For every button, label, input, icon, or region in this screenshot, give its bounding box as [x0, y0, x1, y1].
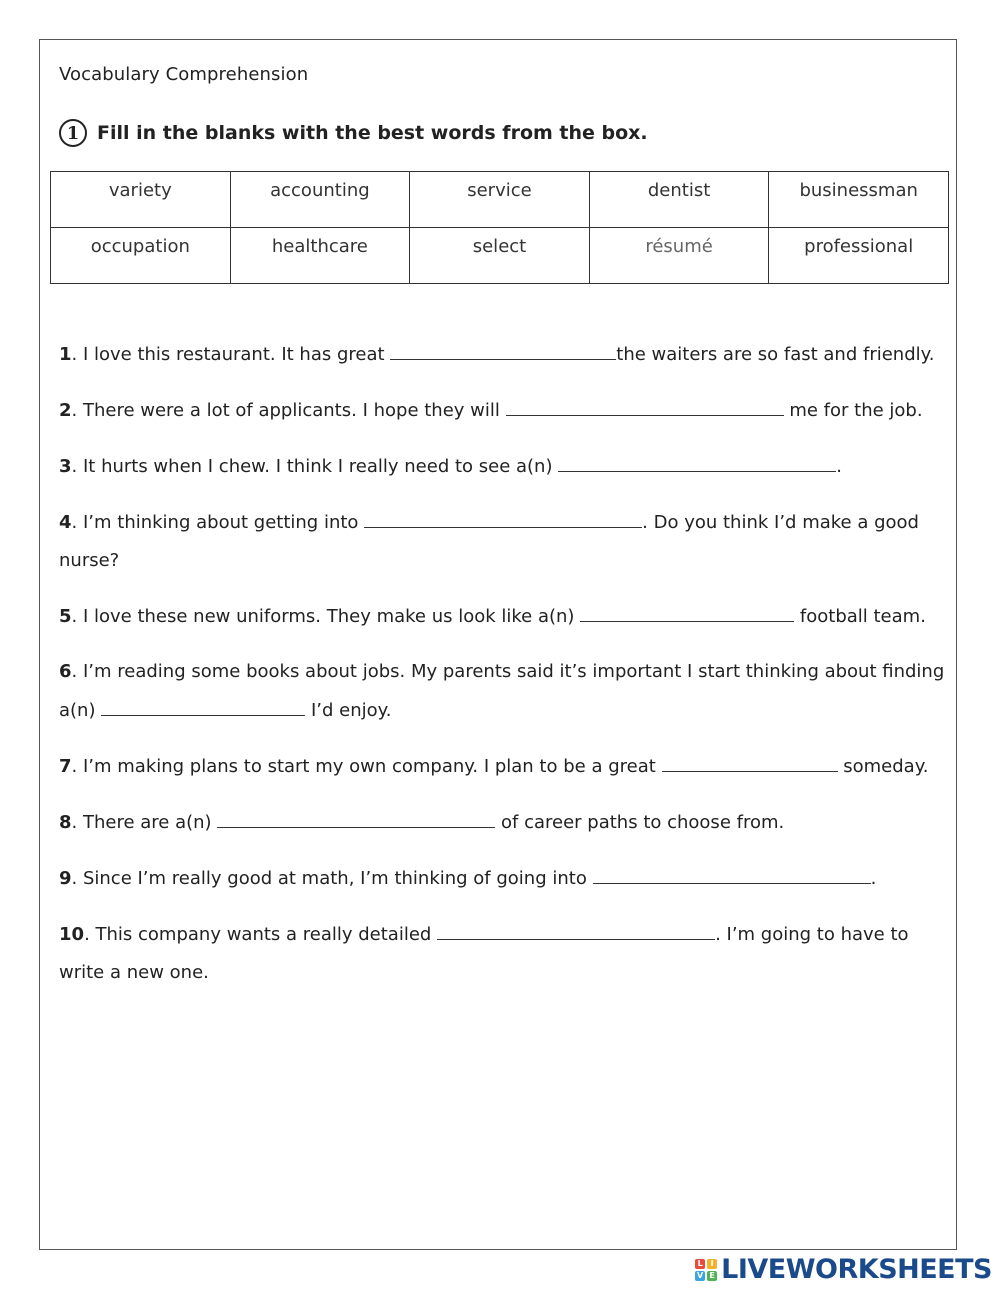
word-cell: businessman [769, 172, 949, 228]
question-number: 3 [59, 456, 72, 477]
word-cell: service [410, 172, 590, 228]
answer-blank-1[interactable] [390, 335, 616, 360]
word-box-row [51, 172, 949, 228]
logo-text: LIVEWORKSHEETS [721, 1254, 992, 1285]
question-number: 9 [59, 868, 72, 889]
instruction [59, 117, 648, 149]
question-number: 4 [59, 512, 72, 533]
question-continuation: nurse? [59, 550, 120, 571]
question-7: 7. I’m making plans to start my own company. I plan to be a great someday. [59, 747, 929, 786]
question-1: 1. I love this restaurant. It has great the waiters are so fast and friendly. [59, 335, 929, 374]
question-4: 4. I’m thinking about getting into . Do you think I’d make a good nurse? [59, 503, 929, 580]
logo-tile: I [707, 1259, 717, 1269]
word-cell: occupation [51, 228, 231, 284]
answer-blank-4[interactable] [364, 503, 642, 528]
instruction-number: 1 [59, 119, 87, 147]
word-cell: accounting [230, 172, 410, 228]
logo-tile: E [707, 1271, 717, 1281]
logo-tiles-icon [695, 1259, 717, 1281]
answer-blank-8[interactable] [217, 803, 495, 828]
answer-blank-3[interactable] [558, 447, 836, 472]
question-2: 2. There were a lot of applicants. I hope they will me for the job. [59, 391, 929, 430]
answer-blank-6[interactable] [101, 691, 305, 716]
word-cell: select [410, 228, 590, 284]
word-cell: dentist [589, 172, 769, 228]
word-box [50, 171, 949, 284]
question-continuation: a(n) I’d enjoy. [59, 691, 929, 730]
instruction-text: Fill in the blanks with the best words from the box. [97, 122, 648, 144]
question-8: 8. There are a(n) of career paths to choose from. [59, 803, 929, 842]
question-9: 9. Since I’m really good at math, I’m thinking of going into . [59, 859, 929, 898]
logo-tile: L [695, 1259, 705, 1269]
word-cell: healthcare [230, 228, 410, 284]
logo-tile: V [697, 1271, 704, 1280]
question-number: 10 [59, 924, 85, 945]
word-cell: résumé [589, 228, 769, 284]
question-continuation: write a new one. [59, 962, 209, 983]
answer-blank-9[interactable] [593, 859, 871, 884]
question-3: 3. It hurts when I chew. I think I really need to see a(n) . [59, 447, 929, 486]
word-box-row [51, 228, 949, 284]
question-number: 2 [59, 400, 72, 421]
question-10: 10. This company wants a really detailed . I’m going to have to write a new one. [59, 915, 929, 992]
question-6: 6. I’m reading some books about jobs. My parents said it’s important I start thinking about finding a(n) I’d enjoy. [59, 653, 929, 730]
question-list [59, 335, 945, 1009]
answer-blank-5[interactable] [580, 597, 794, 622]
question-number: 7 [59, 756, 72, 777]
word-cell: professional [769, 228, 949, 284]
question-number: 6 [59, 661, 72, 682]
answer-blank-10[interactable] [437, 915, 715, 940]
liveworksheets-logo[interactable] [695, 1254, 992, 1285]
question-5: 5. I love these new uniforms. They make us look like a(n) football team. [59, 597, 929, 636]
word-cell: variety [51, 172, 231, 228]
answer-blank-7[interactable] [662, 747, 838, 772]
question-number: 5 [59, 606, 72, 627]
worksheet-title: Vocabulary Comprehension [59, 64, 309, 85]
answer-blank-2[interactable] [506, 391, 784, 416]
question-number: 1 [59, 344, 72, 365]
question-number: 8 [59, 812, 72, 833]
